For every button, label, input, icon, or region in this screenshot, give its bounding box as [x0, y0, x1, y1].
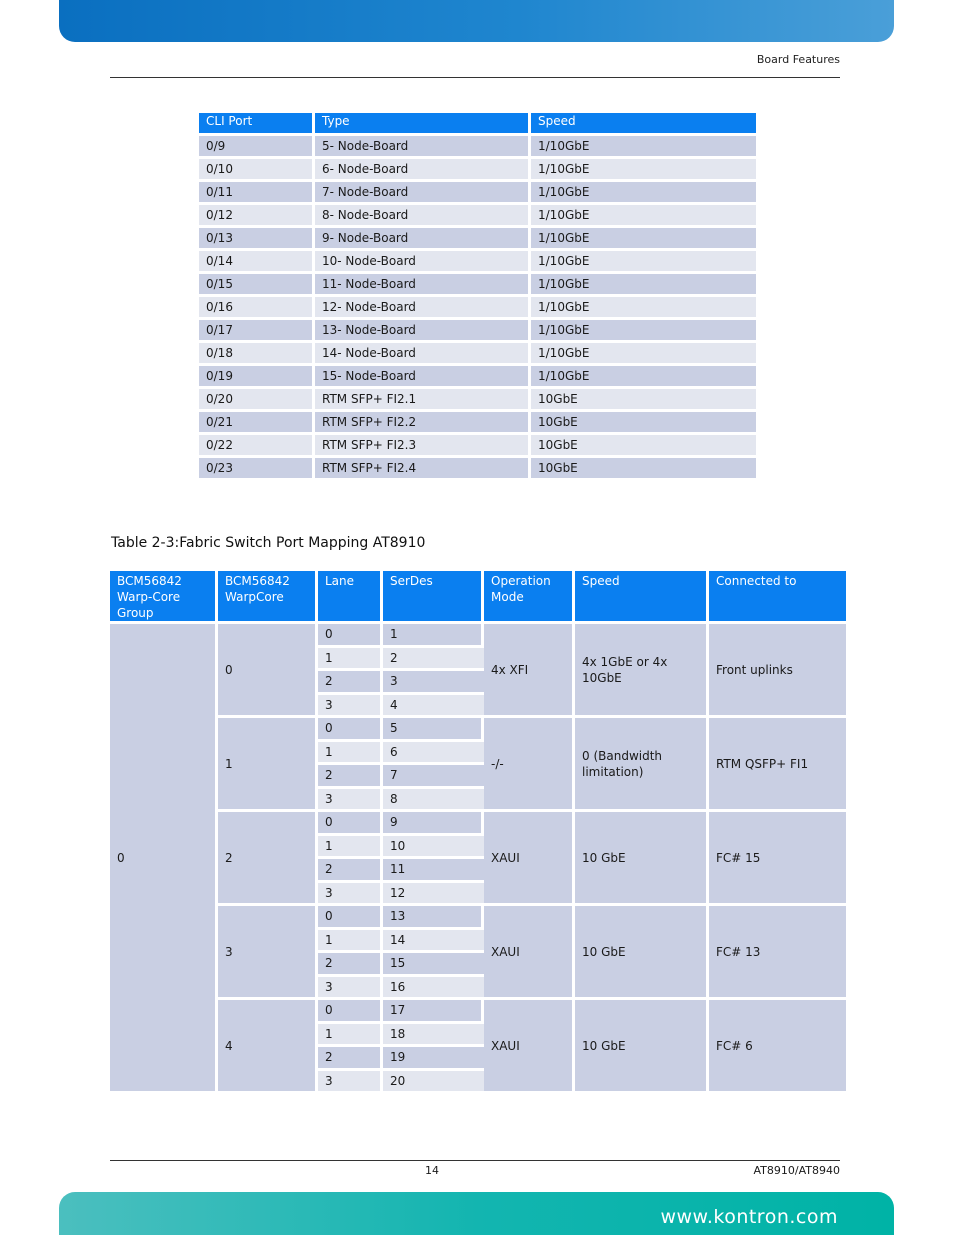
table-row	[199, 435, 756, 458]
table-cell: 1/10GbE	[531, 343, 756, 366]
serdes-cell: 8	[383, 789, 484, 813]
serdes-cell: 7	[383, 765, 484, 789]
website-url[interactable]: www.kontron.com	[660, 1206, 838, 1228]
serdes-cell: 16	[383, 977, 484, 1001]
table-cell: 1/10GbE	[531, 182, 756, 205]
table-cell: 1/10GbE	[531, 205, 756, 228]
speed-cell: 10 GbE	[575, 812, 709, 906]
serdes-cell: 19	[383, 1047, 484, 1071]
serdes-cell: 15	[383, 953, 484, 977]
serdes-cell: 1	[383, 624, 484, 648]
table-cell: 0/15	[199, 274, 315, 297]
table-row	[110, 624, 846, 648]
table-cell: RTM SFP+ FI2.3	[315, 435, 531, 458]
lane-cell: 3	[318, 789, 383, 813]
table-cell: 0/17	[199, 320, 315, 343]
table-cell: 10GbE	[531, 389, 756, 412]
connected-to-cell: Front uplinks	[709, 624, 846, 718]
lane-cell: 3	[318, 695, 383, 719]
table-cell: 0/12	[199, 205, 315, 228]
table-cell: 14- Node-Board	[315, 343, 531, 366]
table-cell: 8- Node-Board	[315, 205, 531, 228]
operation-mode-cell: 4x XFI	[484, 624, 575, 718]
table-cell: 10- Node-Board	[315, 251, 531, 274]
section-title: Board Features	[756, 53, 840, 66]
connected-to-cell: FC# 13	[709, 906, 846, 1000]
table-row	[199, 182, 756, 205]
lane-cell: 1	[318, 836, 383, 860]
lane-cell: 0	[318, 906, 383, 930]
table-cell: 1/10GbE	[531, 159, 756, 182]
connected-to-cell: FC# 15	[709, 812, 846, 906]
table-row	[199, 228, 756, 251]
lane-cell: 2	[318, 1047, 383, 1071]
lane-cell: 0	[318, 812, 383, 836]
table-row	[199, 274, 756, 297]
table-row	[199, 412, 756, 435]
table-cell: 0/14	[199, 251, 315, 274]
table-cell: 0/22	[199, 435, 315, 458]
lane-cell: 0	[318, 624, 383, 648]
table-cell: 11- Node-Board	[315, 274, 531, 297]
table-cell: 1/10GbE	[531, 136, 756, 159]
speed-cell: 10 GbE	[575, 1000, 709, 1094]
speed-cell: 10 GbE	[575, 906, 709, 1000]
serdes-cell: 14	[383, 930, 484, 954]
table-cell: 0/23	[199, 458, 315, 481]
header-rule	[110, 77, 840, 78]
lane-cell: 0	[318, 718, 383, 742]
warpcore-cell: 2	[218, 812, 318, 906]
table-cell: 1/10GbE	[531, 228, 756, 251]
lane-cell: 0	[318, 1000, 383, 1024]
table-cell: 0/19	[199, 366, 315, 389]
serdes-cell: 9	[383, 812, 484, 836]
serdes-cell: 6	[383, 742, 484, 766]
serdes-cell: 10	[383, 836, 484, 860]
page-number: 14	[425, 1164, 439, 1177]
table-header-row	[199, 113, 756, 136]
table-cell: RTM SFP+ FI2.2	[315, 412, 531, 435]
table-cell: 1/10GbE	[531, 251, 756, 274]
column-header: Operation Mode	[484, 571, 575, 624]
table-row	[199, 458, 756, 481]
table-row	[110, 1000, 846, 1024]
table-cell: 0/16	[199, 297, 315, 320]
lane-cell: 3	[318, 977, 383, 1001]
table-cell: 1/10GbE	[531, 297, 756, 320]
column-header: Speed	[531, 113, 756, 136]
cli-port-table	[199, 113, 756, 481]
serdes-cell: 20	[383, 1071, 484, 1095]
serdes-cell: 17	[383, 1000, 484, 1024]
column-header: Speed	[575, 571, 709, 624]
lane-cell: 1	[318, 648, 383, 672]
serdes-cell: 4	[383, 695, 484, 719]
column-header: Connected to	[709, 571, 846, 624]
lane-cell: 3	[318, 883, 383, 907]
operation-mode-cell: XAUI	[484, 1000, 575, 1094]
table-row	[199, 159, 756, 182]
lane-cell: 2	[318, 671, 383, 695]
table-cell: RTM SFP+ FI2.4	[315, 458, 531, 481]
table-row	[199, 343, 756, 366]
table-row	[199, 389, 756, 412]
lane-cell: 1	[318, 742, 383, 766]
operation-mode-cell: -/-	[484, 718, 575, 812]
warpcore-cell: 0	[218, 624, 318, 718]
table-cell: 1/10GbE	[531, 366, 756, 389]
column-header: BCM56842 Warp-Core Group	[110, 571, 218, 624]
serdes-cell: 18	[383, 1024, 484, 1048]
speed-cell: 4x 1GbE or 4x 10GbE	[575, 624, 709, 718]
serdes-cell: 2	[383, 648, 484, 672]
column-header: Type	[315, 113, 531, 136]
table-cell: 7- Node-Board	[315, 182, 531, 205]
table-cell: 0/20	[199, 389, 315, 412]
column-header: Lane	[318, 571, 383, 624]
table-row	[199, 297, 756, 320]
table-row	[199, 205, 756, 228]
column-header: CLI Port	[199, 113, 315, 136]
product-model: AT8910/AT8940	[753, 1164, 840, 1177]
warpcore-group-cell: 0	[110, 624, 218, 1094]
table-caption: Table 2-3:Fabric Switch Port Mapping AT8910	[111, 535, 426, 551]
table-cell: 5- Node-Board	[315, 136, 531, 159]
top-banner	[59, 0, 894, 42]
lane-cell: 3	[318, 1071, 383, 1095]
table-row	[199, 251, 756, 274]
lane-cell: 1	[318, 1024, 383, 1048]
table-cell: 10GbE	[531, 458, 756, 481]
operation-mode-cell: XAUI	[484, 812, 575, 906]
lane-cell: 2	[318, 765, 383, 789]
connected-to-cell: RTM QSFP+ FI1	[709, 718, 846, 812]
lane-cell: 2	[318, 953, 383, 977]
lane-cell: 1	[318, 930, 383, 954]
serdes-cell: 13	[383, 906, 484, 930]
table-cell: RTM SFP+ FI2.1	[315, 389, 531, 412]
lane-cell: 2	[318, 859, 383, 883]
table-cell: 0/11	[199, 182, 315, 205]
table-cell: 0/10	[199, 159, 315, 182]
table-cell: 6- Node-Board	[315, 159, 531, 182]
table-cell: 1/10GbE	[531, 320, 756, 343]
serdes-cell: 12	[383, 883, 484, 907]
table-cell: 0/13	[199, 228, 315, 251]
table-cell: 0/9	[199, 136, 315, 159]
table-cell: 0/21	[199, 412, 315, 435]
serdes-cell: 5	[383, 718, 484, 742]
port-mapping-table	[110, 571, 846, 1094]
table-header-row	[110, 571, 846, 624]
table-row	[199, 366, 756, 389]
operation-mode-cell: XAUI	[484, 906, 575, 1000]
column-header: SerDes	[383, 571, 484, 624]
table-cell: 13- Node-Board	[315, 320, 531, 343]
table-cell: 10GbE	[531, 435, 756, 458]
column-header: BCM56842 WarpCore	[218, 571, 318, 624]
table-cell: 1/10GbE	[531, 274, 756, 297]
table-row	[110, 906, 846, 930]
table-row	[199, 320, 756, 343]
table-cell: 10GbE	[531, 412, 756, 435]
table-row	[199, 136, 756, 159]
serdes-cell: 3	[383, 671, 484, 695]
table-row	[110, 718, 846, 742]
table-cell: 15- Node-Board	[315, 366, 531, 389]
footer-rule	[110, 1160, 840, 1161]
speed-cell: 0 (Bandwidth limitation)	[575, 718, 709, 812]
bottom-banner	[59, 1192, 894, 1235]
warpcore-cell: 4	[218, 1000, 318, 1094]
table-cell: 12- Node-Board	[315, 297, 531, 320]
connected-to-cell: FC# 6	[709, 1000, 846, 1094]
table-row	[110, 812, 846, 836]
table-cell: 0/18	[199, 343, 315, 366]
table-cell: 9- Node-Board	[315, 228, 531, 251]
warpcore-cell: 1	[218, 718, 318, 812]
serdes-cell: 11	[383, 859, 484, 883]
warpcore-cell: 3	[218, 906, 318, 1000]
